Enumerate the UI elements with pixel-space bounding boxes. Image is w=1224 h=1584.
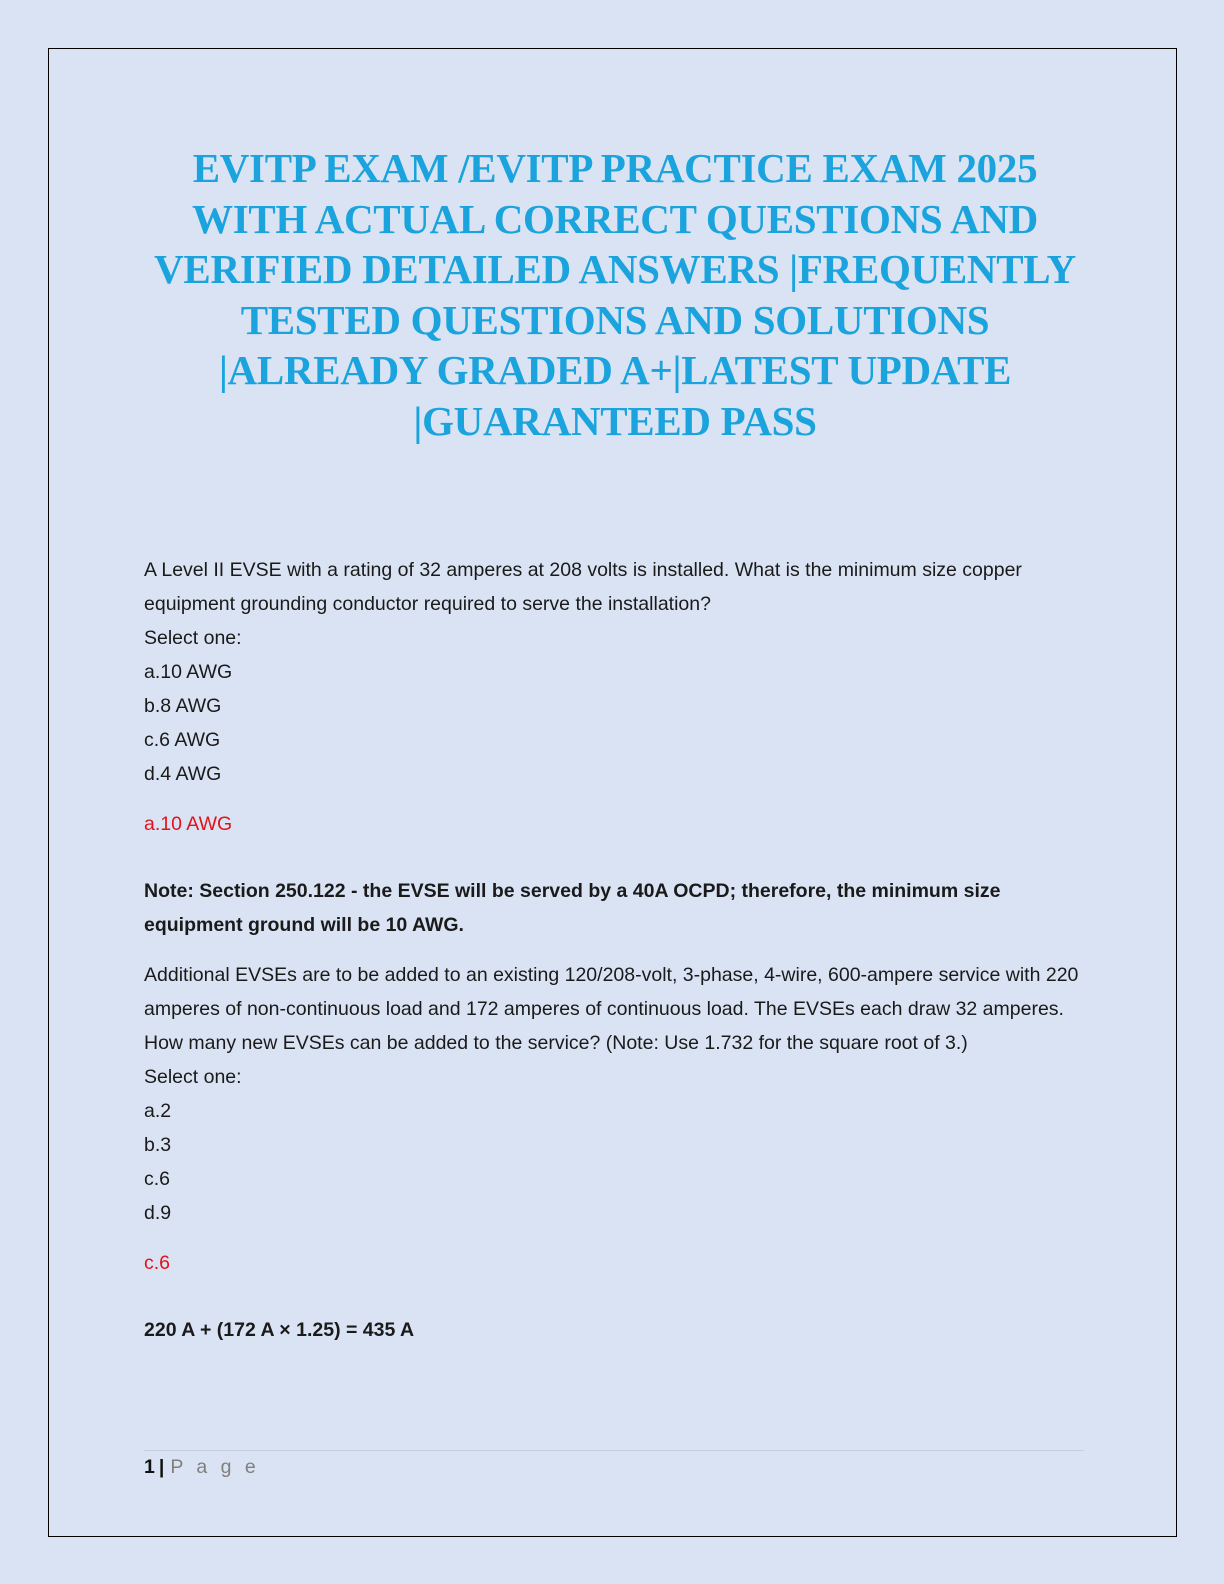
question-block: [144, 553, 1089, 942]
footer-divider: [144, 1450, 1084, 1451]
page-label: P a g e: [170, 1456, 260, 1478]
correct-answer: a.10 AWG: [144, 813, 233, 835]
option-c: c.6: [144, 1168, 171, 1190]
select-label: Select one:: [144, 627, 242, 649]
question-prompt: A Level II EVSE with a rating of 32 amperes at 208 volts is installed. What is the minimum size copper equipment grounding conductor required to serve the installation?: [144, 559, 1022, 615]
answer-note: Note: Section 250.122 - the EVSE will be served by a 40A OCPD; therefore, the minimum size equipment ground will be 10 AWG.: [144, 880, 1001, 936]
option-a: a.2: [144, 1100, 172, 1122]
correct-answer: c.6: [144, 1252, 171, 1274]
option-b: b.3: [144, 1134, 172, 1156]
option-b: b.8 AWG: [144, 695, 222, 717]
calculation-note: 220 A + (172 A × 1.25) = 435 A: [144, 1319, 415, 1341]
footer-separator: |: [158, 1456, 165, 1478]
option-d: d.9: [144, 1202, 172, 1224]
page-footer: [144, 1454, 260, 1480]
option-a: a.10 AWG: [144, 661, 233, 683]
question-block: [144, 958, 1089, 1347]
document-body: [144, 553, 1089, 1347]
select-label: Select one:: [144, 1066, 242, 1088]
page-number: 1: [144, 1456, 155, 1478]
document-title: EVITP EXAM /EVITP PRACTICE EXAM 2025 WITH ACTUAL CORRECT QUESTIONS AND VERIFIED DETAILED ANSWERS |FREQUENTLY TESTED QUESTIONS AND SOLUTIONS |ALREADY GRADED A+|LATEST UPDATE |GUARANTEED PASS: [154, 145, 1076, 444]
question-prompt: Additional EVSEs are to be added to an existing 120/208-volt, 3-phase, 4-wire, 600-ampere service with 220 amperes of non-continuous load and 172 amperes of continuous load. The EVSEs each draw 32 amperes. How many new EVSEs can be added to the service? (Note: Use 1.732 for the square root of 3.): [144, 964, 1079, 1054]
option-c: c.6 AWG: [144, 729, 221, 751]
option-d: d.4 AWG: [144, 763, 222, 785]
